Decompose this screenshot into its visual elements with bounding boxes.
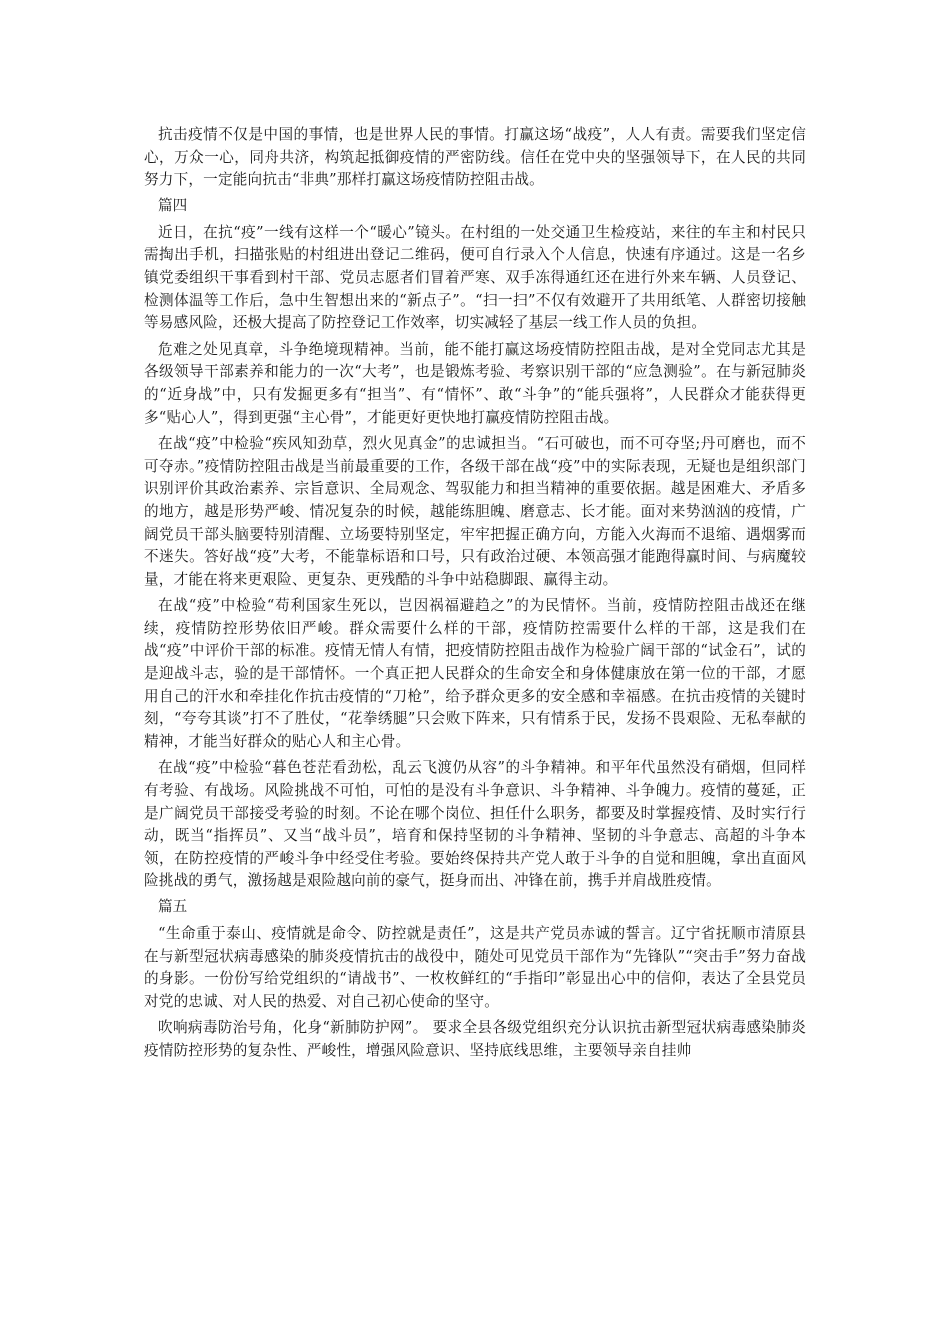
paragraph: 吹响病毒防治号角，化身“新肺防护网”。 要求全县各级党组织充分认识抗击新型冠状病毒感染肺炎疫情防控形势的复杂性、严峻性，增强风险意识、坚持底线思维，主要领导亲自挂帅 — [144, 1019, 806, 1059]
paragraph: 近日，在抗“疫”一线有这样一个“暖心”镜头。在村组的一处交通卫生检疫站，来往的车主和村民只需掏出手机，扫描张贴的村组进出登记二维码，便可自行录入个人信息，快速有序通过。这是一名乡镇党委组织干事看到村干部、党员志愿者们冒着严寒、双手冻得通红还在进行外来车辆、人员登记、检测体温等工作后，急中生智想出来的“新点子”。“扫一扫”不仅有效避开了共用纸笔、人群密切接触等易感风险，还极大提高了防控登记工作效率，切实减轻了基层一线工作人员的负担。 — [144, 223, 806, 332]
paragraph: 抗击疫情不仅是中国的事情，也是世界人民的事情。打赢这场“战疫”，人人有责。需要我们坚定信心，万众一心，同舟共济，构筑起抵御疫情的严密防线。信任在党中央的坚强领导下，在人民的共同努力下，一定能向抗击“非典”那样打赢这场疫情防控阻击战。 — [144, 126, 806, 189]
section-heading: 篇四 — [158, 196, 188, 214]
paragraph: 在战“疫”中检验“暮色苍茫看劲松，乱云飞渡仍从容”的斗争精神。和平年代虽然没有硝烟，但同样有考验、有战场。风险挑战不可怕，可怕的是没有斗争意识、斗争精神、斗争魄力。疫情的蔓延，正是广阔党员干部接受考验的时刻。不论在哪个岗位、担任什么职务，都要及时掌握疫情、及时实行行动，既当“指挥员”、又当“战斗员”，培育和保持坚韧的斗争精神、坚韧的斗争意志、高超的斗争本领，在防控疫情的严峻斗争中经受住考验。要始终保持共产党人敢于斗争的自觉和胆魄，拿出直面风险挑战的勇气，激扬越是艰险越向前的豪气，挺身而出、冲锋在前，携手并肩战胜疫情。 — [144, 759, 806, 890]
paragraph: 在战“疫”中检验“苟利国家生死以，岂因祸福避趋之”的为民情怀。当前，疫情防控阻击战还在继续，疫情防控形势依旧严峻。群众需要什么样的干部，疫情防控需要什么样的干部，这是我们在战“疫”中评价干部的标准。疫情无情人有情，把疫情防控阻击战作为检验广阔干部的“试金石”，试的是迎战斗志，验的是干部情怀。一个真正把人民群众的生命安全和身体健康放在第一位的干部，才愿用自己的汗水和牵挂化作抗击疫情的“刀枪”，给予群众更多的安全感和幸福感。在抗击疫情的关键时刻，“夸夸其谈”打不了胜仗，“花拳绣腿”只会败下阵来，只有情系于民，发扬不畏艰险、无私奉献的精神，才能当好群众的贴心人和主心骨。 — [144, 597, 806, 750]
paragraph: 在战“疫”中检验“疾风知劲草，烈火见真金”的忠诚担当。“石可破也，而不可夺坚;丹可磨也，而不可夺赤。”疫情防控阻击战是当前最重要的工作，各级干部在战“疫”中的实际表现，无疑也是组织部门识别评价其政治素养、宗旨意识、全局观念、驾驭能力和担当精神的重要依据。越是困难大、矛盾多的地方，越是形势严峻、情况复杂的时候，越能练胆魄、磨意志、长才能。面对来势汹汹的疫情，广阔党员干部头脑要特别清醒、立场要特别坚定，牢牢把握正确方向，方能入火海而不退缩、遇烟雾而不迷失。答好战“疫”大考，不能靠标语和口号，只有政治过硬、本领高强才能跑得赢时间、与病魔较量，才能在将来更艰险、更复杂、更残酷的斗争中站稳脚跟、赢得主动。 — [144, 435, 806, 588]
paragraph: “生命重于泰山、疫情就是命令、防控就是责任”，这是共产党员赤诚的誓言。辽宁省抚顺市清原县在与新型冠状病毒感染的肺炎疫情抗击的战役中，随处可见党员干部作为“先锋队”“突击手”努力奋战的身影。一份份写给党组织的“请战书”、一枚枚鲜红的“手指印”彰显出心中的信仰，表达了全县党员对党的忠诚、对人民的热爱、对自己初心使命的坚守。 — [144, 925, 806, 1010]
paragraph: 危难之处见真章，斗争绝境现精神。当前，能不能打赢这场疫情防控阻击战，是对全党同志尤其是各级领导干部素养和能力的一次“大考”，也是锻炼考验、考察识别干部的“应急测验”。在与新冠肺炎的“近身战”中，只有发掘更多有“担当”、有“情怀”、敢“斗争”的“能兵强将”，人民群众才能获得更多“贴心人”，得到更强“主心骨”，才能更好更快地打赢疫情防控阻击战。 — [144, 340, 806, 426]
section-heading: 篇五 — [158, 898, 188, 915]
document-page — [144, 124, 806, 1067]
